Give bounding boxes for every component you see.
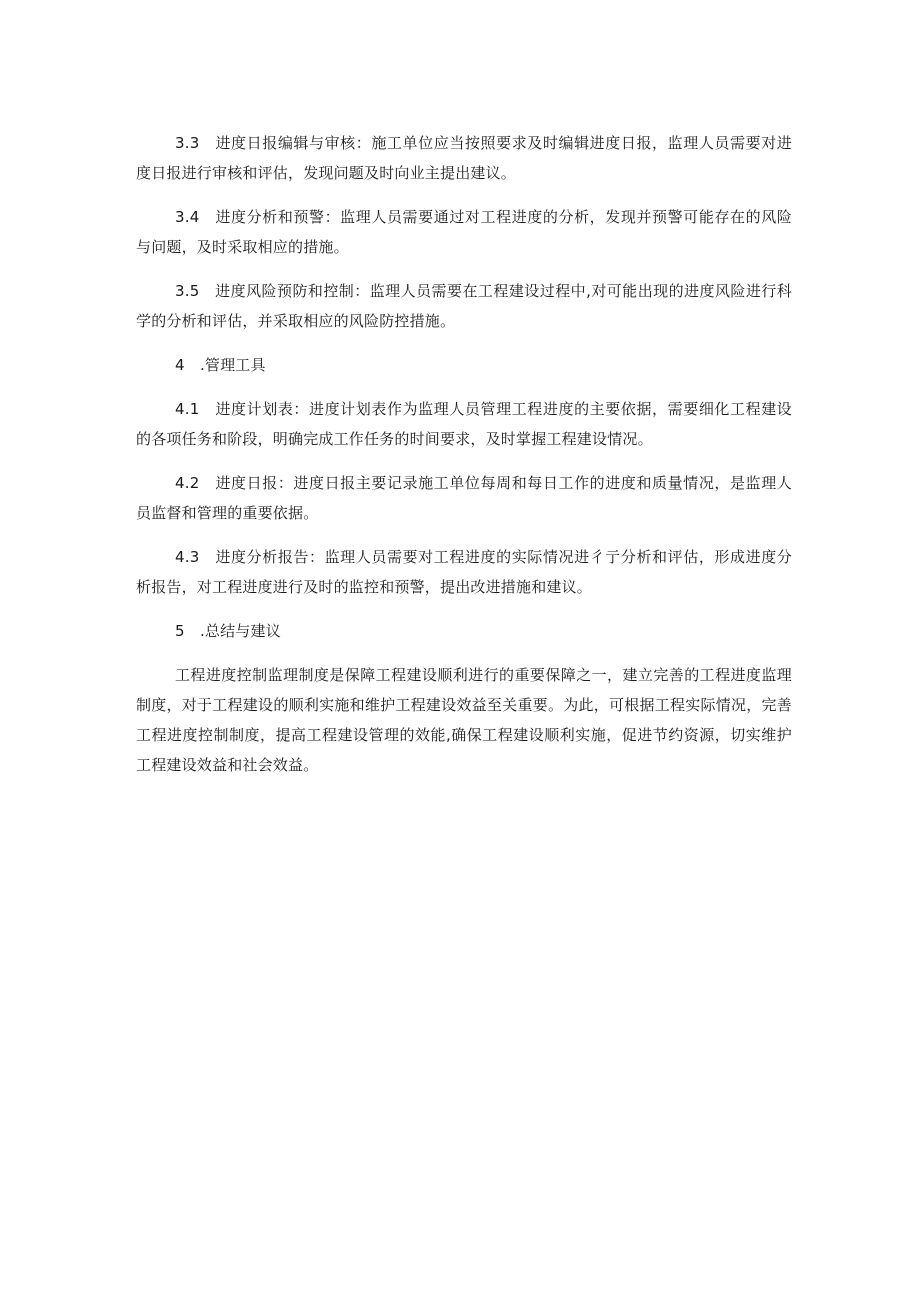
paragraph-4-3: 4.3 进度分析报告：监理人员需要对工程进度的实际情况进彳亍分析和评估，形成进度分析报告，对工程进度进行及时的监控和预警，提出改进措施和建议。 bbox=[136, 548, 792, 596]
paragraph-3-4: 3.4 进度分析和预警：监理人员需要通过对工程进度的分析，发现并预警可能存在的风险与问题，及时采取相应的措施。 bbox=[136, 208, 792, 256]
paragraph-4-1: 4.1 进度计划表：进度计划表作为监理人员管理工程进度的主要依据，需要细化工程建设的各项任务和阶段，明确完成工作任务的时间要求，及时掌握工程建设情况。 bbox=[136, 400, 792, 448]
document-body bbox=[136, 128, 792, 794]
heading-5: 5 .总结与建议 bbox=[175, 622, 281, 640]
paragraph-3-3: 3.3 进度日报编辑与审核：施工单位应当按照要求及时编辑进度日报，监理人员需要对进度日报进行审核和评估，发现问题及时向业主提出建议。 bbox=[136, 134, 792, 182]
paragraph-summary: 工程进度控制监理制度是保障工程建设顺利进行的重要保障之一，建立完善的工程进度监理制度，对于工程建设的顺利实施和维护工程建设效益至关重要。为此，可根据工程实际情况，完善工程进度控制制度，提高工程建设管理的效能,确保工程建设顺利实施，促进节约资源，切实维护工程建设效益和社会效益。 bbox=[136, 666, 792, 774]
heading-4: 4 .管理工具 bbox=[175, 356, 266, 374]
paragraph-3-5: 3.5 进度风险预防和控制：监理人员需要在工程建设过程中,对可能出现的进度风险进行科学的分析和评估，并采取相应的风险防控措施。 bbox=[136, 282, 792, 330]
paragraph-4-2: 4.2 进度日报：进度日报主要记录施工单位每周和每日工作的进度和质量情况，是监理人员监督和管理的重要依据。 bbox=[136, 474, 792, 522]
